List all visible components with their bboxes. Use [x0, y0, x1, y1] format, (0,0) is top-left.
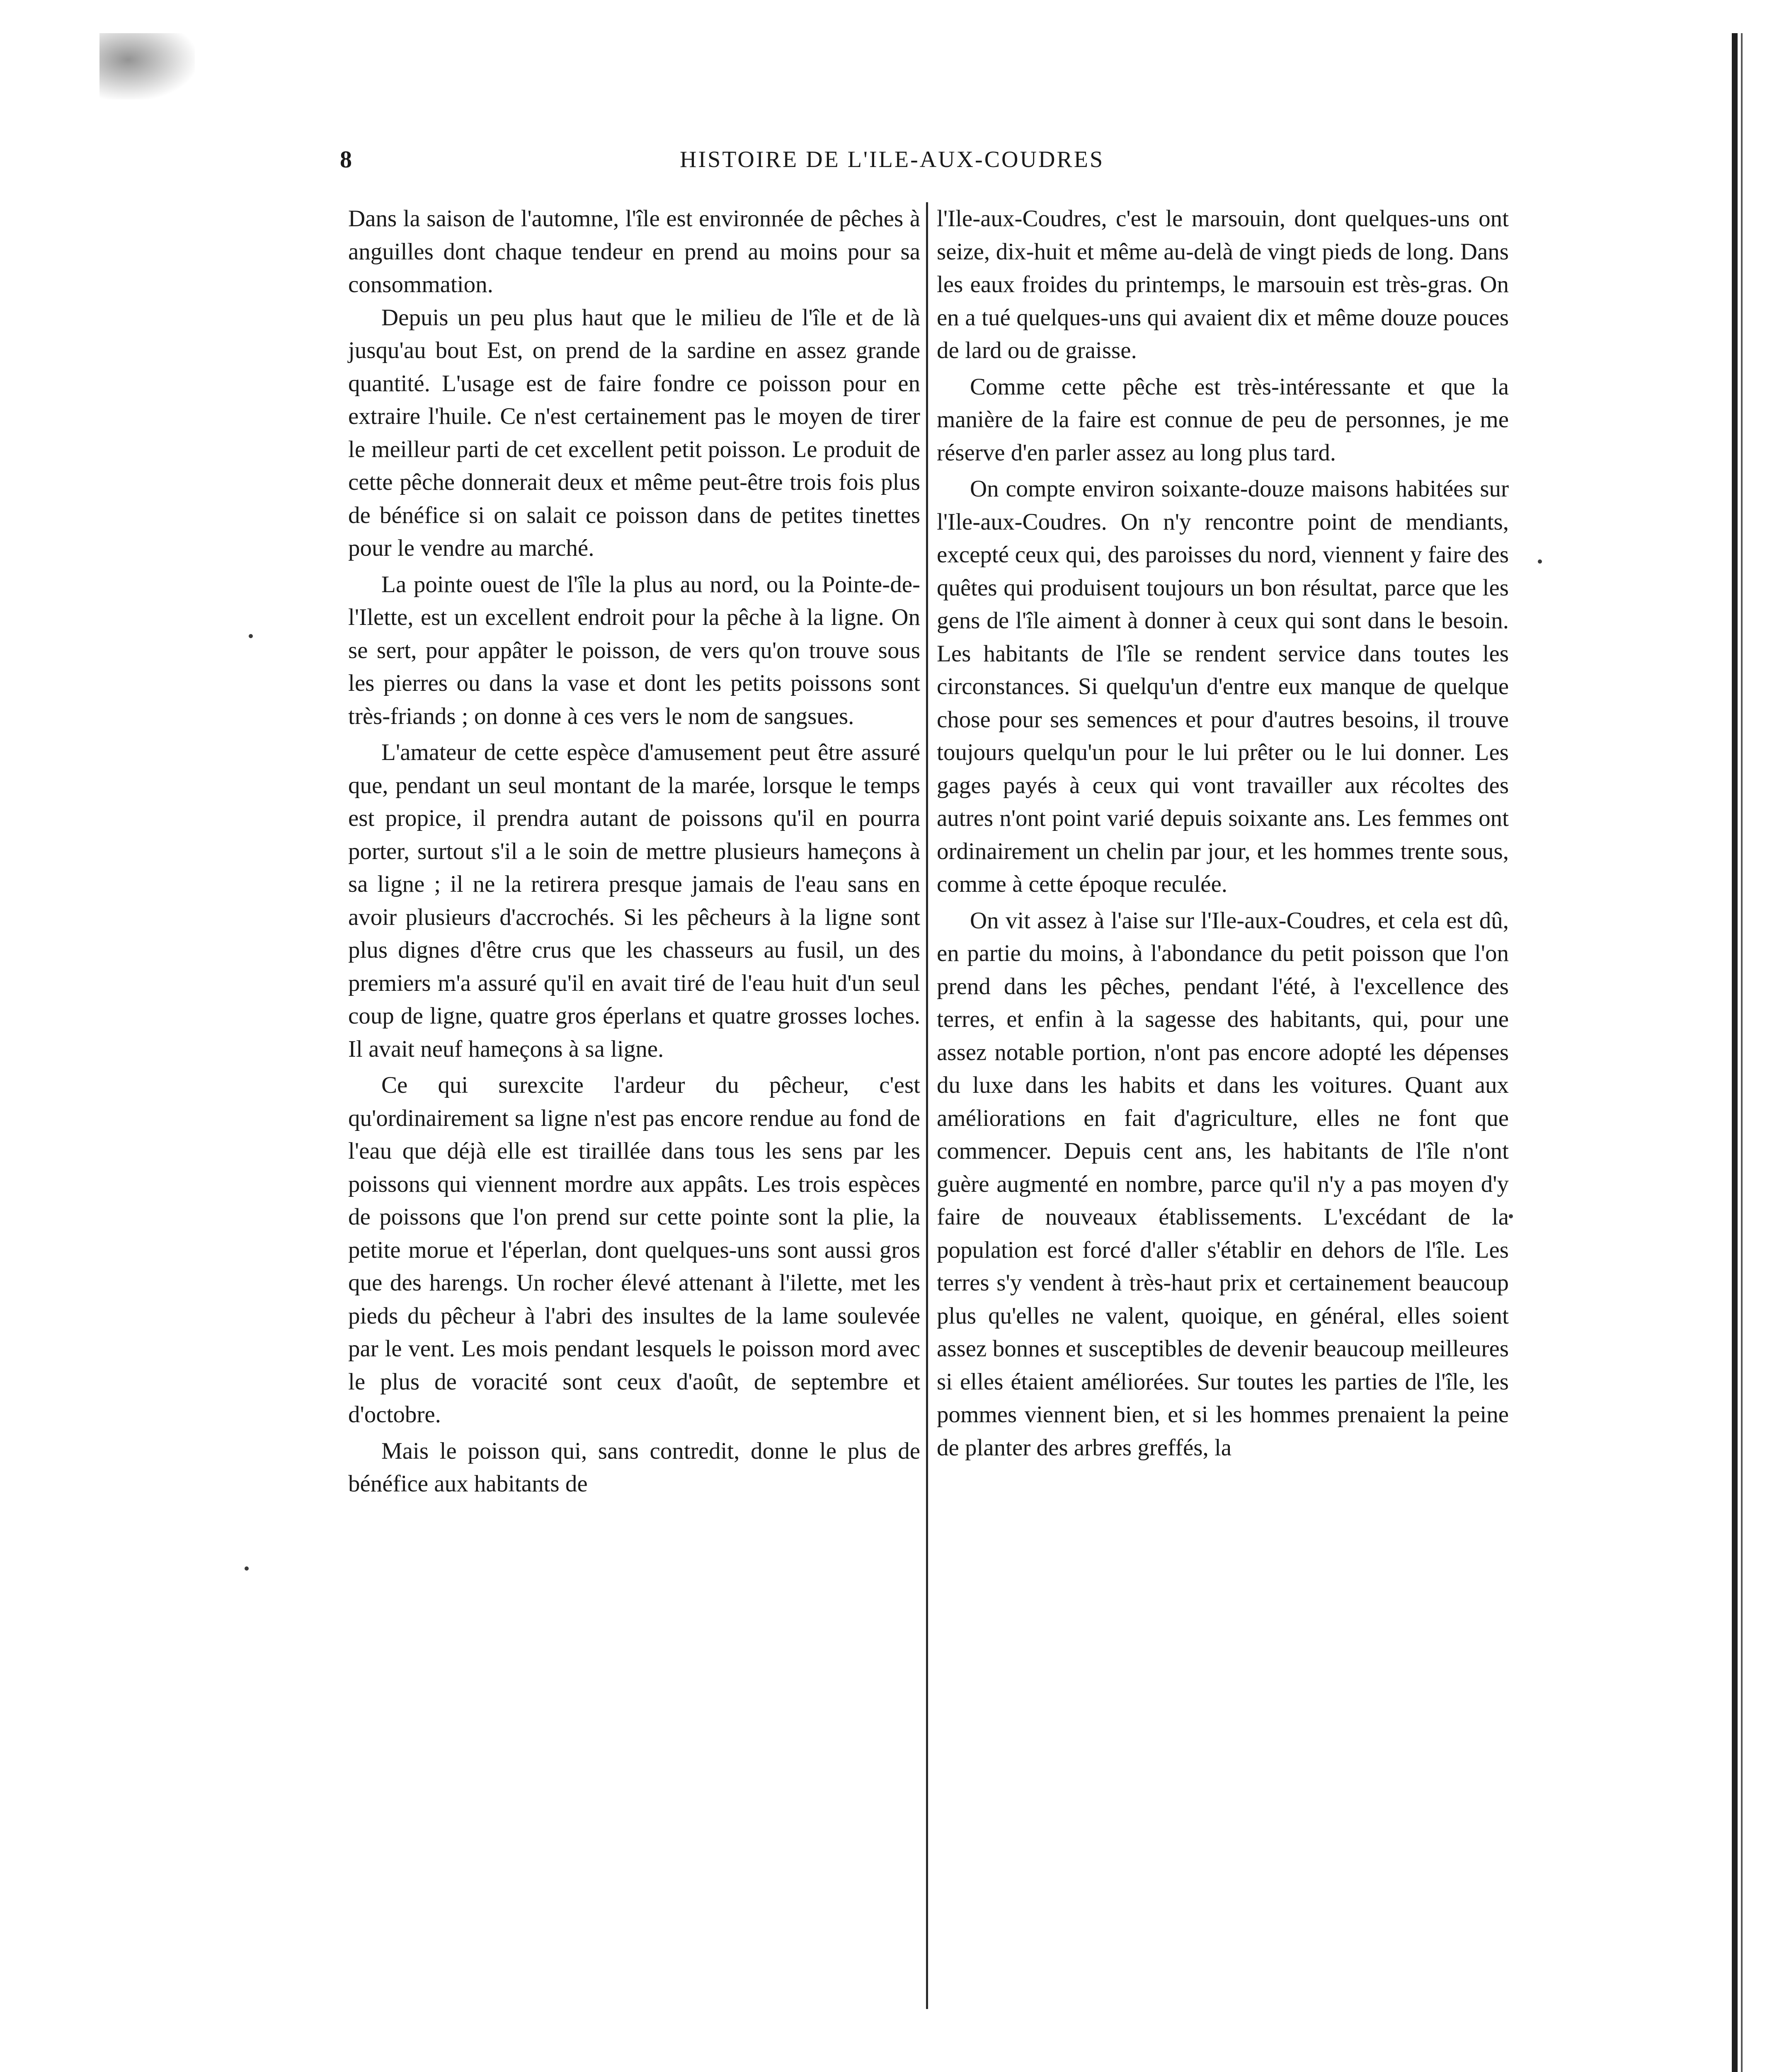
- paragraph: Depuis un peu plus haut que le milieu de l'île et de là jusqu'au bout Est, on prend de la sardine en assez grande quantité. L'usage est de faire fondre ce poisson pour en extraire l'huile. Ce n'est certainement pas le moyen de tirer le meilleur parti de cet excellent petit poisson. Le produit de cette pêche donnerait deux et même peut-être trois fois plus de bénéfice si on salait ce poisson dans de petites tinettes pour le vendre au marché.: [348, 304, 920, 561]
- scan-speck: [1509, 1214, 1513, 1218]
- paragraph: On compte environ soixante-douze maisons habitées sur l'Ile-aux-Coudres. On n'y rencontre point de mendiants, excepté ceux qui, des paroisses du nord, viennent y faire des quêtes qui produisent toujours un bon résultat, parce que les gens de l'île aiment à donner à ceux qui sont dans le besoin. Les habitants de l'île se rendent service dans toutes les circonstances. Si quelqu'un d'entre eux manque de quelque chose pour ses semences et pour d'autres besoins, il trouve toujours quelqu'un pour le lui prêter ou le lui donner. Les gages payés à ceux qui vont travailler aux récoltes des autres n'ont point varié depuis soixante ans. Les femmes ont ordinairement un chelin par jour, et les hommes trente sous, comme à cette époque reculée.: [937, 476, 1509, 897]
- scan-speck: [245, 1566, 249, 1571]
- paragraph: L'amateur de cette espèce d'amusement peut être assuré que, pendant un seul montant de la marée, lorsque le temps est propice, il prendra autant de poissons qu'il en pourra porter, surtout s'il a le soin de mettre plusieurs hameçons à sa ligne ; il ne la retirera presque jamais de l'eau sans en avoir plusieurs d'accrochés. Si les pêcheurs à la ligne sont plus dignes d'être crus que les chasseurs au fusil, un des premiers m'a assuré qu'il en avait tiré de l'eau huit d'un seul coup de ligne, quatre gros éperlans et quatre grosses loches. Il avait neuf hameçons à sa ligne.: [348, 739, 920, 1062]
- scan-edge-line-thin: [1741, 33, 1743, 2072]
- right-column: [937, 202, 1509, 1464]
- paragraph: Ce qui surexcite l'ardeur du pêcheur, c'est qu'ordinairement sa ligne n'est pas encore rendue au fond de l'eau que déjà elle est tiraillée dans tous les sens par les poissons qui viennent mordre aux appâts. Les trois espèces de poissons que l'on prend sur cette pointe sont la plie, la petite morue et l'éperlan, dont quelques-uns sont aussi gros que des harengs. Un rocher élevé attenant à l'ilette, met les pieds du pêcheur à l'abri des insultes de la lame soulevée par le vent. Les mois pendant lesquels le poisson mord avec le plus de voracité sont ceux d'août, de septembre et d'octobre.: [348, 1072, 920, 1428]
- paragraph: La pointe ouest de l'île la plus au nord, ou la Pointe-de-l'Ilette, est un excellent endroit pour la pêche à la ligne. On se sert, pour appâter le poisson, de vers qu'on trouve sous les pierres ou dans la vase et dont les petits poissons sont très-friands ; on donne à ces vers le nom de sangsues.: [348, 571, 920, 729]
- scan-smudge: [99, 33, 195, 99]
- paragraph: Dans la saison de l'automne, l'île est environnée de pêches à anguilles dont chaque tendeur en prend au moins pour sa consommation.: [348, 206, 920, 298]
- scan-speck: [1538, 559, 1542, 564]
- paragraph: l'Ile-aux-Coudres, c'est le marsouin, dont quelques-uns ont seize, dix-huit et même au-delà de vingt pieds de long. Dans les eaux froides du printemps, le marsouin est très-gras. On en a tué quelques-uns qui avaient dix et même douze pouces de lard ou de graisse.: [937, 206, 1509, 363]
- paragraph: On vit assez à l'aise sur l'Ile-aux-Coudres, et cela est dû, en partie du moins, à l'abondance du petit poisson que l'on prend dans les pêches, pendant l'été, à l'excellence des terres, et enfin à la sagesse des habitants, qui, pour une assez notable portion, n'ont pas encore adopté les dépenses du luxe dans les habits et dans les voitures. Quant aux améliorations en fait d'agriculture, elles ne font que commencer. Depuis cent ans, les habitants de l'île n'ont guère augmenté en nombre, parce qu'il n'y a pas moyen d'y faire de nouveaux établissements. L'excédant de la population est forcé d'aller s'établir en dehors de l'île. Les terres s'y vendent à très-haut prix et certainement beaucoup plus qu'elles ne valent, quoique, en général, elles soient assez bonnes et susceptibles de devenir beaucoup meilleures si elles étaient améliorées. Sur toutes les parties de l'île, les pommes viennent bien, et si les hommes prenaient la peine de planter des arbres greffés, la: [937, 907, 1509, 1461]
- paragraph: Comme cette pêche est très-intéressante et que la manière de la faire est connue de peu de personnes, je me réserve d'en parler assez au long plus tard.: [937, 373, 1509, 466]
- scan-speck: [249, 634, 253, 638]
- running-title: HISTOIRE DE L'ILE-AUX-COUDRES: [680, 147, 1105, 172]
- page-number: 8: [340, 146, 352, 173]
- left-column: [348, 202, 920, 1501]
- scan-edge-line: [1732, 33, 1738, 2072]
- column-divider: [926, 202, 928, 2009]
- paragraph: Mais le poisson qui, sans contredit, donne le plus de bénéfice aux habitants de: [348, 1438, 920, 1497]
- page-header: [340, 143, 1459, 176]
